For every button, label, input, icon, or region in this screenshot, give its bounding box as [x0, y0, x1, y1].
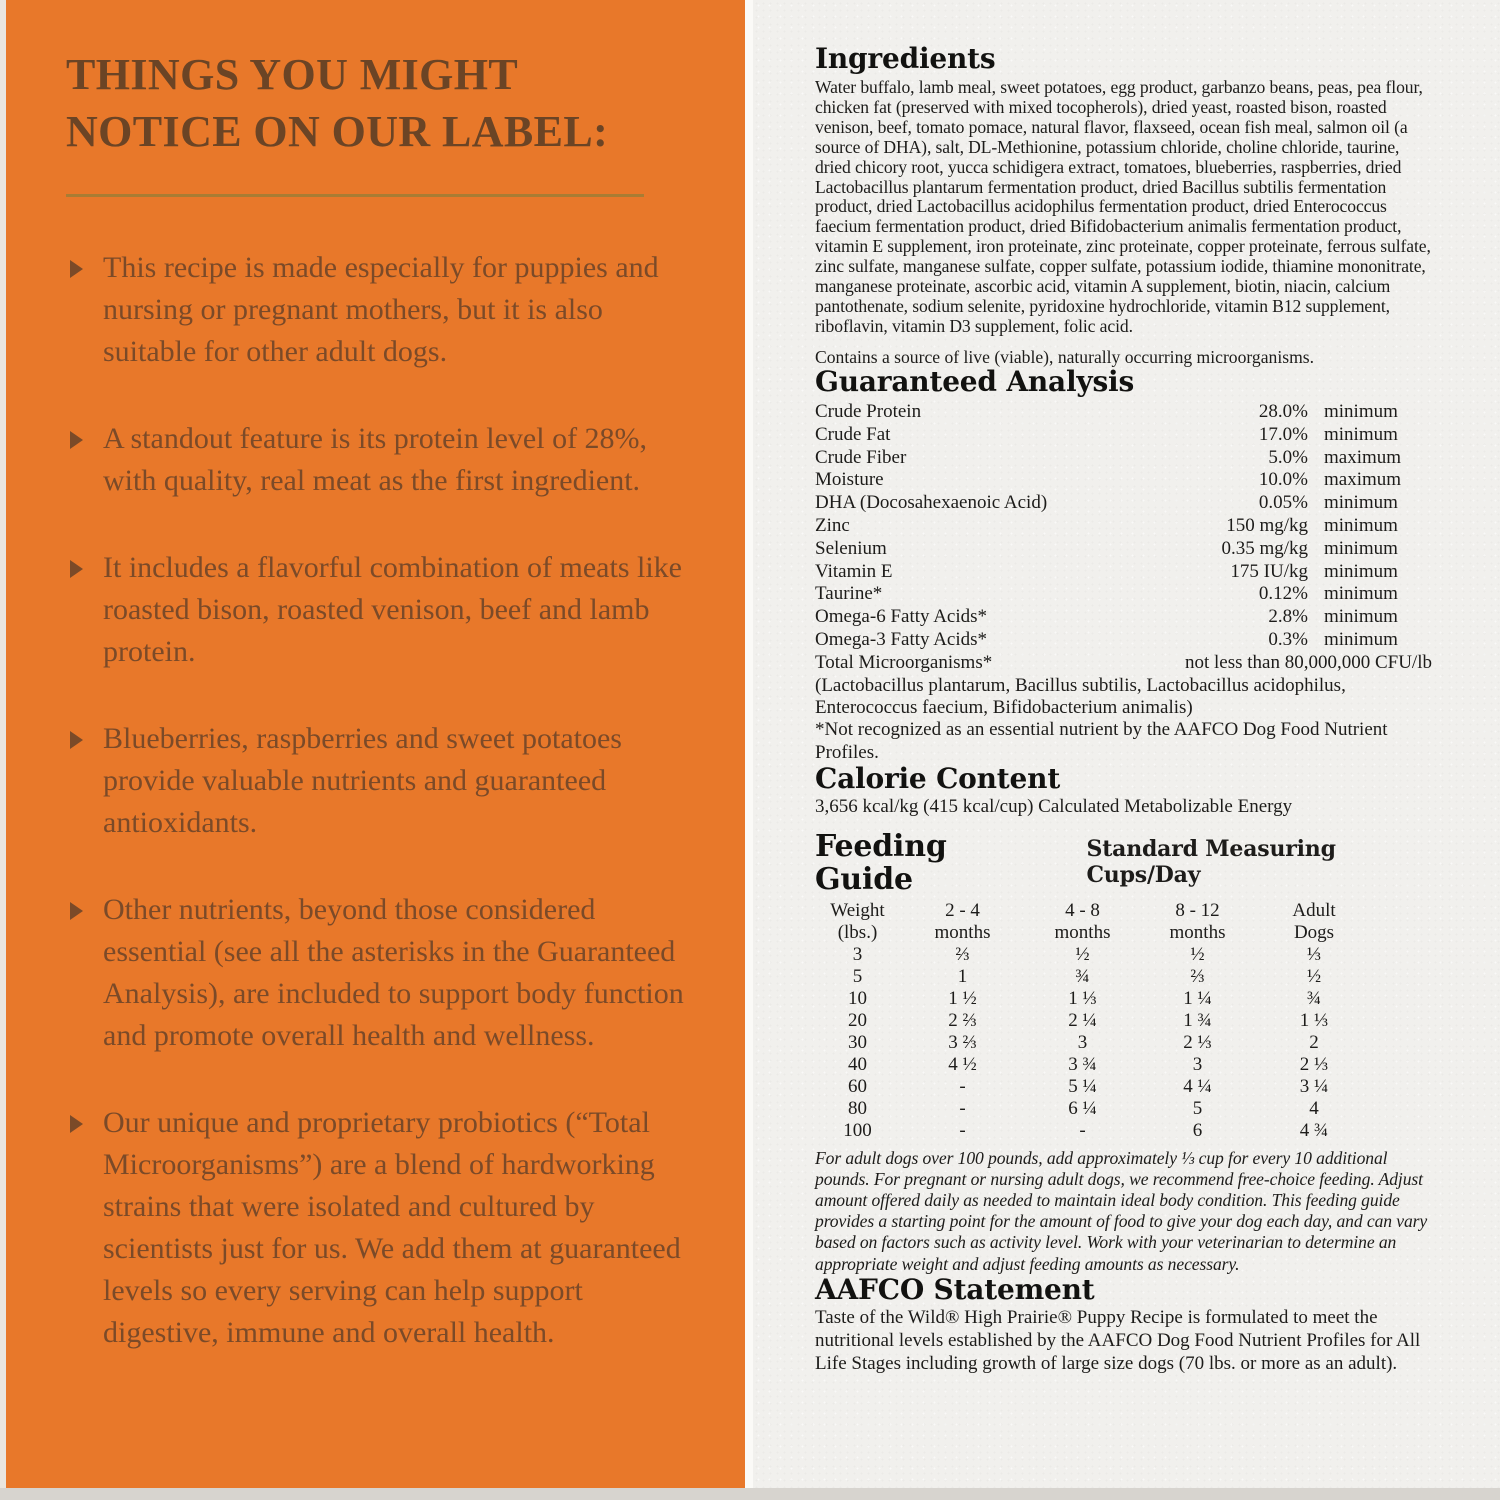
feeding-guide-note: For adult dogs over 100 pounds, add approximately ⅓ cup for every 10 additional pounds. For pregnant or nursing adult dogs, we recommend free-choice feeding. Adjust amount offered daily as needed to maintain ideal body condition. This feeding guide provides a starting point for the amount of food to give your dog each day, and can vary based on factors such as activity level. Work with your veterinarian to determine an appropriate weight and adjust feeding amounts as necessary. — [815, 1148, 1428, 1274]
callouts-panel — [6, 0, 745, 1488]
weight-cell: 60 — [848, 1075, 867, 1097]
column-header-line1: 4 - 8 — [1065, 900, 1100, 922]
total-microorganisms-value: not less than 80,000,000 CFU/lb — [1184, 651, 1432, 673]
weight-cell: 40 — [848, 1053, 867, 1075]
column-header-line2: months — [1169, 921, 1226, 943]
weight-cell: 100 — [843, 1120, 872, 1141]
nutrient-label: Omega-3 Fatty Acids* — [815, 629, 988, 651]
nutrient-value: 150 mg/kg — [1226, 515, 1308, 537]
feeding-guide-heading: Feeding Guide — [815, 829, 947, 897]
nutrient-value: 10.0% — [1258, 469, 1308, 491]
cups-4-8-months-cell: - — [1079, 1120, 1086, 1141]
ingredients-heading: Ingredients — [815, 42, 996, 75]
nutrient-value: 0.05% — [1258, 492, 1308, 514]
guaranteed-analysis-row — [815, 606, 1432, 629]
calorie-content-text: 3,656 kcal/kg (415 kcal/cup) Calculated Metabolizable Energy — [815, 796, 1293, 818]
cups-8-12-months-cell: 2 ⅓ — [1183, 1031, 1212, 1053]
bottom-strip — [0, 1488, 1500, 1500]
nutrient-qualifier: minimum — [1324, 423, 1398, 445]
probiotic-strains-list: (Lactobacillus plantarum, Bacillus subtilis, Lactobacillus acidophilus, Enterococcus faecium, Bifidobacterium animalis) — [815, 674, 1346, 719]
triangle-bullet-icon — [70, 902, 83, 920]
cups-2-4-months-cell: ⅔ — [955, 943, 970, 965]
nutrient-qualifier: maximum — [1324, 469, 1402, 491]
column-header-line2: (lbs.) — [837, 921, 878, 943]
cups-adult-cell: 4 — [1309, 1097, 1319, 1119]
cups-adult-cell: ¾ — [1306, 987, 1322, 1009]
nutrient-label: Moisture — [815, 469, 884, 491]
cups-4-8-months-cell: ¾ — [1075, 965, 1090, 987]
weight-cell: 10 — [848, 987, 867, 1009]
column-header-line1: 2 - 4 — [945, 900, 980, 922]
nutrient-value: 2.8% — [1268, 606, 1308, 628]
guaranteed-analysis-heading: Guaranteed Analysis — [815, 364, 1135, 398]
cups-8-12-months-cell: ⅔ — [1190, 965, 1205, 987]
guaranteed-analysis-row — [815, 561, 1432, 584]
cups-4-8-months-cell: 3 ¾ — [1068, 1053, 1097, 1075]
feeding-guide-column-header — [900, 900, 1025, 944]
guaranteed-analysis-row — [815, 583, 1432, 606]
nutrient-qualifier: minimum — [1324, 606, 1398, 628]
aafco-heading: AAFCO Statement — [815, 1272, 1095, 1306]
cups-adult-cell: ⅓ — [1306, 943, 1322, 965]
nutrition-panel — [753, 0, 1500, 1488]
cups-2-4-months-cell: - — [959, 1120, 966, 1141]
guaranteed-analysis-row — [815, 424, 1432, 447]
callout-item — [66, 1102, 689, 1354]
cups-2-4-months-cell: - — [959, 1097, 966, 1119]
nutrient-label: Zinc — [815, 515, 850, 537]
cups-4-8-months-cell: 2 ¼ — [1068, 1009, 1097, 1031]
column-header-line2: months — [934, 921, 991, 943]
cups-4-8-months-cell: 5 ¼ — [1068, 1075, 1097, 1097]
column-header-line1: 8 - 12 — [1175, 900, 1220, 922]
weight-cell: 80 — [848, 1097, 867, 1119]
nutrient-qualifier: minimum — [1324, 492, 1398, 514]
cups-8-12-months-cell: ½ — [1190, 943, 1205, 965]
total-microorganisms-label: Total Microorganisms* — [815, 651, 993, 673]
triangle-bullet-icon — [70, 1115, 83, 1133]
callout-text: It includes a flavorful combination of meats like roasted bison, roasted venison, beef and lamb protein. — [103, 551, 682, 669]
nutrient-label: Crude Fiber — [815, 446, 907, 468]
cups-8-12-months-cell: 1 ¼ — [1183, 987, 1212, 1009]
nutrient-label: Crude Fat — [815, 423, 891, 445]
column-header-line1: Adult — [1292, 900, 1336, 922]
heading-divider — [66, 194, 644, 197]
nutrient-value: 0.3% — [1268, 629, 1308, 651]
callout-text: Blueberries, raspberries and sweet potatoes provide valuable nutrients and guaranteed antioxidants. — [103, 722, 622, 840]
cups-adult-cell: 3 ¼ — [1299, 1075, 1329, 1097]
feeding-guide-column-header — [1255, 900, 1373, 944]
live-microorganisms-note: Contains a source of live (viable), naturally occurring microorganisms. — [815, 346, 1314, 367]
calorie-content-heading: Calorie Content — [815, 762, 1061, 796]
nutrient-label: DHA (Docosahexaenoic Acid) — [815, 492, 1048, 514]
ingredients-text: Water buffalo, lamb meal, sweet potatoes, egg product, garbanzo beans, peas, pea flour, chicken fat (preserved with mixed tocopherols), dried yeast, roasted bison, roasted venison, beef, tomato pomace, natural flavor, flaxseed, ocean fish meal, salmon oil (a source of DHA), salt, DL-Methionine, potassium chloride, choline chloride, taurine, dried chicory root, yucca schidigera extract, tomatoes, blueberries, raspberries, dried Lactobacillus plantarum fermentation product, dried Bacillus subtilis fermentation product, dried Lactobacillus acidophilus fermentation product, dried Enterococcus faecium fermentation product, dried Bifidobacterium animalis fermentation product, vitamin E supplement, iron proteinate, zinc proteinate, copper proteinate, ferrous sulfate, zinc sulfate, manganese sulfate, copper sulfate, potassium iodide, thiamine mononitrate, manganese proteinate, ascorbic acid, vitamin A supplement, biotin, niacin, calcium pantothenate, sodium selenite, pyridoxine hydrochloride, vitamin B12 supplement, riboflavin, vitamin D3 supplement, folic acid. — [815, 77, 1431, 336]
column-header-line2: Dogs — [1293, 921, 1335, 943]
callout-text: A standout feature is its protein level of 28%, with quality, real meat as the first ingredient. — [103, 422, 648, 498]
nutrient-label: Vitamin E — [815, 560, 893, 582]
nutrient-value: 28.0% — [1258, 401, 1308, 423]
cups-adult-cell: 2 — [1309, 1031, 1319, 1053]
nutrient-label: Crude Protein — [815, 401, 922, 423]
feeding-guide-column-headers — [815, 900, 1375, 944]
cups-2-4-months-cell: 1 ½ — [948, 987, 977, 1009]
nutrient-qualifier: minimum — [1324, 401, 1398, 423]
callout-text: Other nutrients, beyond those considered essential (see all the asterisks in the Guaranteed Analysis), are included to support body function and promote overall health and wellness. — [103, 893, 684, 1053]
nutrient-qualifier: minimum — [1324, 515, 1398, 537]
guaranteed-analysis-row — [815, 629, 1432, 652]
triangle-bullet-icon — [70, 560, 83, 578]
nutrient-value: 0.35 mg/kg — [1221, 537, 1308, 559]
weight-cell: 30 — [848, 1031, 867, 1053]
column-header-line2: months — [1054, 921, 1111, 943]
triangle-bullet-icon — [70, 431, 83, 449]
feeding-guide-header — [815, 831, 1432, 896]
callout-text: This recipe is made especially for puppies and nursing or pregnant mothers, but it is also suitable for other adult dogs. — [103, 251, 659, 369]
cups-2-4-months-cell: 2 ⅔ — [948, 1009, 977, 1031]
guaranteed-analysis-row — [815, 447, 1432, 470]
cups-8-12-months-cell: 4 ¼ — [1183, 1075, 1212, 1097]
callout-item — [66, 547, 689, 673]
cups-2-4-months-cell: 4 ½ — [948, 1053, 977, 1075]
callout-item — [66, 889, 689, 1057]
nutrient-value: 17.0% — [1258, 423, 1308, 445]
total-microorganisms-row — [815, 652, 1432, 675]
nutrient-qualifier: minimum — [1324, 560, 1398, 582]
cups-2-4-months-cell: 1 — [957, 965, 968, 987]
feeding-guide-table — [815, 944, 1375, 1142]
callouts-heading: THINGS YOU MIGHT NOTICE ON OUR LABEL: — [66, 50, 609, 157]
nutrient-qualifier: minimum — [1324, 629, 1398, 651]
cups-8-12-months-cell: 1 ¾ — [1183, 1009, 1212, 1031]
guaranteed-analysis-row — [815, 492, 1432, 515]
aafco-text: Taste of the Wild® High Prairie® Puppy Recipe is formulated to meet the nutritional levels established by the AAFCO Dog Food Nutrient Profiles for All Life Stages including growth of large size dogs (70 lbs. or more as an adult). — [815, 1306, 1421, 1374]
cups-adult-cell: 1 ⅓ — [1299, 1009, 1329, 1031]
guaranteed-analysis-row — [815, 515, 1432, 538]
asterisk-footnote: *Not recognized as an essential nutrient by the AAFCO Dog Food Nutrient Profiles. — [815, 719, 1388, 763]
cups-adult-cell: ½ — [1306, 965, 1322, 987]
cups-8-12-months-cell: 3 — [1192, 1053, 1203, 1075]
nutrient-value: 175 IU/kg — [1230, 560, 1308, 582]
feeding-guide-column-header — [1140, 900, 1255, 944]
cups-2-4-months-cell: 3 ⅔ — [948, 1031, 977, 1053]
nutrient-value: 0.12% — [1258, 583, 1308, 605]
callout-list — [66, 247, 689, 1354]
weight-cell: 20 — [848, 1009, 867, 1031]
cups-8-12-months-cell: 5 — [1192, 1097, 1203, 1119]
column-header-line1: Weight — [830, 900, 885, 922]
nutrient-qualifier: maximum — [1324, 446, 1402, 468]
feeding-guide-column-header — [1025, 900, 1140, 944]
feeding-guide-column-header — [815, 900, 900, 944]
cups-8-12-months-cell: 6 — [1192, 1120, 1203, 1141]
guaranteed-analysis-row — [815, 401, 1432, 424]
nutrient-label: Omega-6 Fatty Acids* — [815, 606, 988, 628]
cups-4-8-months-cell: ½ — [1075, 943, 1090, 965]
weight-cell: 5 — [852, 965, 863, 987]
triangle-bullet-icon — [70, 260, 83, 278]
cups-adult-cell: 4 ¾ — [1299, 1120, 1329, 1141]
guaranteed-analysis-row — [815, 538, 1432, 561]
guaranteed-analysis-row — [815, 469, 1432, 492]
cups-4-8-months-cell: 6 ¼ — [1068, 1097, 1097, 1119]
nutrient-label: Selenium — [815, 537, 887, 559]
cups-4-8-months-cell: 1 ⅓ — [1068, 987, 1097, 1009]
weight-cell: 3 — [852, 943, 863, 965]
callout-text: Our unique and proprietary probiotics (“Total Microorganisms”) are a blend of hardworking strains that were isolated and cultured by scientists just for us. We add them at guaranteed levels so every serving can help support digestive, immune and overall health. — [103, 1106, 681, 1350]
guaranteed-analysis-table — [815, 401, 1432, 652]
callout-item — [66, 718, 689, 844]
cups-4-8-months-cell: 3 — [1077, 1031, 1088, 1053]
callout-item — [66, 418, 689, 502]
nutrient-label: Taurine* — [815, 583, 883, 605]
nutrient-value: 5.0% — [1268, 446, 1308, 468]
cups-adult-cell: 2 ⅓ — [1299, 1053, 1329, 1075]
nutrient-qualifier: minimum — [1324, 583, 1398, 605]
measuring-cups-subheading: Standard Measuring Cups/Day — [1086, 836, 1336, 889]
triangle-bullet-icon — [70, 731, 83, 749]
nutrient-qualifier: minimum — [1324, 537, 1398, 559]
callout-item — [66, 247, 689, 373]
cups-2-4-months-cell: - — [959, 1075, 966, 1097]
